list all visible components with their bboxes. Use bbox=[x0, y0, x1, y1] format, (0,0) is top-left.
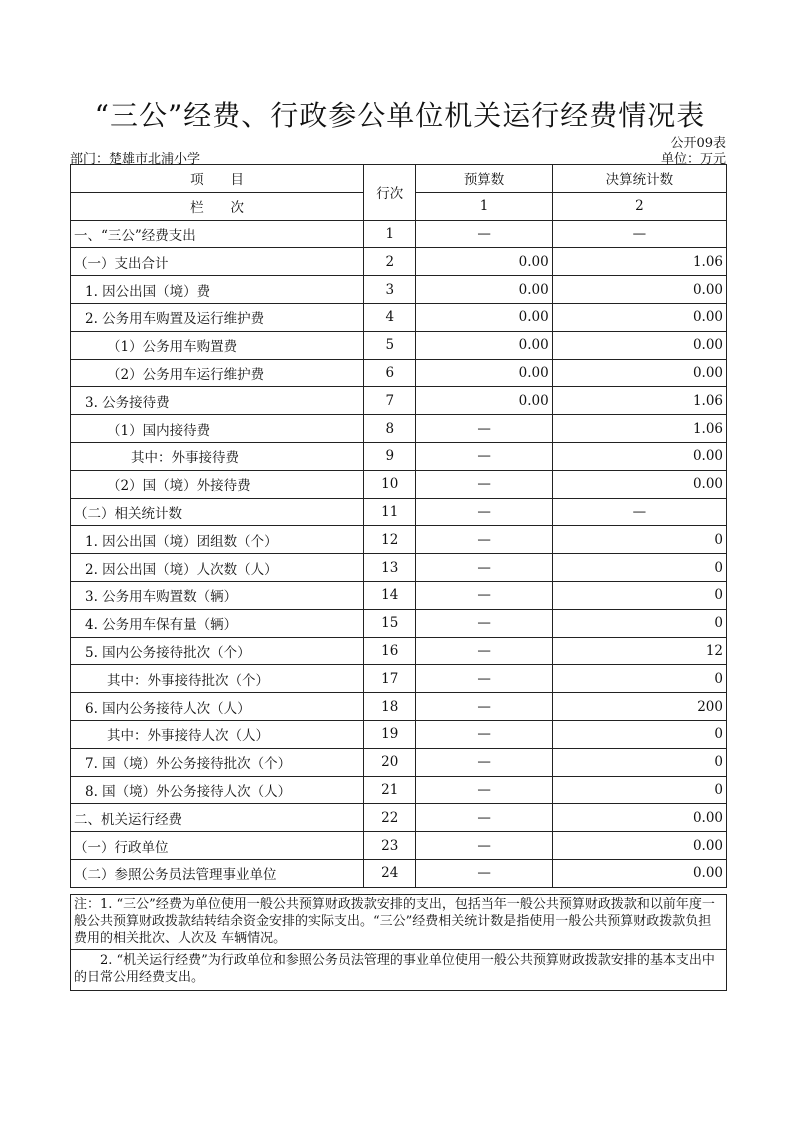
table-row bbox=[71, 442, 727, 470]
table-row bbox=[71, 720, 727, 748]
row-line-no: 20 bbox=[364, 748, 416, 776]
row-label: （二）参照公务员法管理事业单位 bbox=[71, 859, 364, 887]
row-budget: — bbox=[416, 609, 552, 637]
row-line-no: 24 bbox=[364, 859, 416, 887]
table-row bbox=[71, 554, 727, 582]
row-label: 二、机关运行经费 bbox=[71, 804, 364, 832]
row-label: （一）支出合计 bbox=[71, 248, 364, 276]
row-line-no: 2 bbox=[364, 248, 416, 276]
row-final: 1.06 bbox=[552, 387, 726, 415]
row-budget: 0.00 bbox=[416, 359, 552, 387]
row-budget: — bbox=[416, 470, 552, 498]
row-line-no: 22 bbox=[364, 804, 416, 832]
header-line-no: 行次 bbox=[364, 165, 416, 221]
form-number: 公开09表 bbox=[670, 136, 726, 151]
table-row bbox=[71, 776, 727, 804]
row-final: 0.00 bbox=[552, 470, 726, 498]
row-budget: — bbox=[416, 776, 552, 804]
row-final: 0 bbox=[552, 748, 726, 776]
page-title: “三公”经费、行政参公单位机关运行经费情况表 bbox=[94, 99, 706, 132]
table-row bbox=[71, 248, 727, 276]
row-final: 0 bbox=[552, 776, 726, 804]
row-budget: — bbox=[416, 637, 552, 665]
table-row bbox=[71, 303, 727, 331]
row-budget: — bbox=[416, 498, 552, 526]
row-budget: — bbox=[416, 554, 552, 582]
row-budget: — bbox=[416, 415, 552, 443]
row-label: 1. 因公出国（境）团组数（个） bbox=[71, 526, 364, 554]
row-line-no: 23 bbox=[364, 832, 416, 860]
row-line-no: 19 bbox=[364, 720, 416, 748]
row-budget: — bbox=[416, 693, 552, 721]
row-label: 1. 因公出国（境）费 bbox=[71, 276, 364, 304]
row-final: 0 bbox=[552, 609, 726, 637]
row-final: — bbox=[552, 220, 726, 248]
table-row bbox=[71, 748, 727, 776]
row-final: 0 bbox=[552, 526, 726, 554]
row-final: 0 bbox=[552, 665, 726, 693]
row-budget: 0.00 bbox=[416, 248, 552, 276]
table-row bbox=[71, 387, 727, 415]
row-final: 0 bbox=[552, 554, 726, 582]
row-final: — bbox=[552, 498, 726, 526]
row-line-no: 10 bbox=[364, 470, 416, 498]
table-row bbox=[71, 693, 727, 721]
row-line-no: 6 bbox=[364, 359, 416, 387]
row-line-no: 12 bbox=[364, 526, 416, 554]
row-label: 3. 公务接待费 bbox=[71, 387, 364, 415]
row-final: 200 bbox=[552, 693, 726, 721]
row-line-no: 16 bbox=[364, 637, 416, 665]
header-column-label: 栏 次 bbox=[71, 192, 364, 220]
row-label: 3. 公务用车购置数（辆） bbox=[71, 581, 364, 609]
row-line-no: 21 bbox=[364, 776, 416, 804]
row-label: 其中：外事接待费 bbox=[71, 442, 364, 470]
row-label: 5. 国内公务接待批次（个） bbox=[71, 637, 364, 665]
unit-label: 单位：万元 bbox=[660, 152, 726, 167]
row-final: 0.00 bbox=[552, 359, 726, 387]
row-final: 0 bbox=[552, 720, 726, 748]
row-label: 一、“三公”经费支出 bbox=[71, 220, 364, 248]
notes bbox=[70, 894, 727, 991]
row-final: 1.06 bbox=[552, 415, 726, 443]
table-row bbox=[71, 470, 727, 498]
row-label: 4. 公务用车保有量（辆） bbox=[71, 609, 364, 637]
row-line-no: 1 bbox=[364, 220, 416, 248]
row-final: 0.00 bbox=[552, 832, 726, 860]
row-budget: — bbox=[416, 804, 552, 832]
row-label: （1）公务用车购置费 bbox=[71, 331, 364, 359]
table-row bbox=[71, 637, 727, 665]
row-line-no: 9 bbox=[364, 442, 416, 470]
row-final: 0.00 bbox=[552, 804, 726, 832]
row-label: 2. 因公出国（境）人次数（人） bbox=[71, 554, 364, 582]
table-row bbox=[71, 859, 727, 887]
header-final: 决算统计数 bbox=[552, 165, 726, 193]
table-row bbox=[71, 331, 727, 359]
row-line-no: 7 bbox=[364, 387, 416, 415]
row-final: 1.06 bbox=[552, 248, 726, 276]
row-budget: 0.00 bbox=[416, 276, 552, 304]
row-final: 0.00 bbox=[552, 331, 726, 359]
row-final: 0.00 bbox=[552, 276, 726, 304]
row-line-no: 13 bbox=[364, 554, 416, 582]
row-budget: — bbox=[416, 832, 552, 860]
row-budget: — bbox=[416, 220, 552, 248]
row-budget: — bbox=[416, 526, 552, 554]
table-row bbox=[71, 581, 727, 609]
row-budget: 0.00 bbox=[416, 303, 552, 331]
note-2: 2. “机关运行经费”为行政单位和参照公务员法管理的事业单位使用一般公共预算财政拨款安排的基本支出中的日常公用经费支出。 bbox=[71, 949, 726, 989]
row-line-no: 8 bbox=[364, 415, 416, 443]
row-final: 0 bbox=[552, 581, 726, 609]
row-label: 其中：外事接待批次（个） bbox=[71, 665, 364, 693]
row-line-no: 3 bbox=[364, 276, 416, 304]
row-label: （一）行政单位 bbox=[71, 832, 364, 860]
row-final: 0.00 bbox=[552, 859, 726, 887]
row-line-no: 15 bbox=[364, 609, 416, 637]
table-row bbox=[71, 665, 727, 693]
row-final: 0.00 bbox=[552, 303, 726, 331]
row-label: 8. 国（境）外公务接待人次（人） bbox=[71, 776, 364, 804]
header-item: 项 目 bbox=[71, 165, 364, 193]
table-row bbox=[71, 832, 727, 860]
row-budget: — bbox=[416, 581, 552, 609]
row-line-no: 18 bbox=[364, 693, 416, 721]
table-row bbox=[71, 804, 727, 832]
row-line-no: 17 bbox=[364, 665, 416, 693]
row-budget: — bbox=[416, 665, 552, 693]
row-final: 12 bbox=[552, 637, 726, 665]
row-label: （2）公务用车运行维护费 bbox=[71, 359, 364, 387]
row-budget: — bbox=[416, 720, 552, 748]
table-row bbox=[71, 609, 727, 637]
table-row bbox=[71, 498, 727, 526]
table-row bbox=[71, 526, 727, 554]
row-budget: — bbox=[416, 442, 552, 470]
header-budget-col: 1 bbox=[416, 192, 552, 220]
header-final-col: 2 bbox=[552, 192, 726, 220]
header-row bbox=[71, 165, 727, 193]
row-label: （1）国内接待费 bbox=[71, 415, 364, 443]
row-budget: 0.00 bbox=[416, 387, 552, 415]
table-row bbox=[71, 359, 727, 387]
row-final: 0.00 bbox=[552, 442, 726, 470]
note-1: 注：1. “三公”经费为单位使用一般公共预算财政拨款安排的支出，包括当年一般公共预算财政拨款和以前年度一般公共预算财政拨款结转结余资金安排的实际支出。“三公”经费相关统计数是指使用一般公共预算财政拨款负担费用的相关批次、人次及 车辆情况。 bbox=[74, 897, 715, 946]
row-budget: — bbox=[416, 859, 552, 887]
row-label: 7. 国（境）外公务接待批次（个） bbox=[71, 748, 364, 776]
row-label: 其中：外事接待人次（人） bbox=[71, 720, 364, 748]
row-line-no: 4 bbox=[364, 303, 416, 331]
row-budget: — bbox=[416, 748, 552, 776]
row-label: （2）国（境）外接待费 bbox=[71, 470, 364, 498]
department-label: 部门：楚雄市北浦小学 bbox=[70, 152, 201, 167]
table-row bbox=[71, 276, 727, 304]
row-line-no: 14 bbox=[364, 581, 416, 609]
expense-table bbox=[70, 164, 727, 888]
row-budget: 0.00 bbox=[416, 331, 552, 359]
header-budget: 预算数 bbox=[416, 165, 552, 193]
row-line-no: 11 bbox=[364, 498, 416, 526]
table-row bbox=[71, 220, 727, 248]
row-label: （二）相关统计数 bbox=[71, 498, 364, 526]
row-label: 6. 国内公务接待人次（人） bbox=[71, 693, 364, 721]
table-row bbox=[71, 415, 727, 443]
row-line-no: 5 bbox=[364, 331, 416, 359]
row-label: 2. 公务用车购置及运行维护费 bbox=[71, 303, 364, 331]
